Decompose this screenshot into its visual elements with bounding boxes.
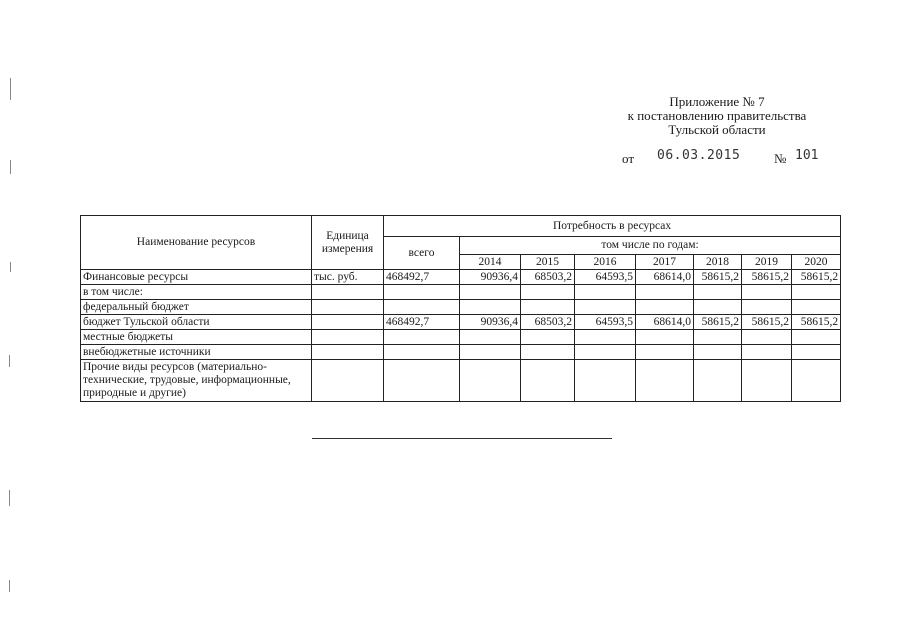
row-unit (312, 315, 384, 330)
row-value (792, 300, 841, 315)
row-unit (312, 345, 384, 360)
row-name: Прочие виды ресурсов (материально-технические, трудовые, информационные, природные и другие) (81, 360, 312, 402)
row-name: федеральный бюджет (81, 300, 312, 315)
scan-speck (9, 355, 10, 367)
row-value (694, 300, 742, 315)
resolution-date: 06.03.2015 (657, 148, 741, 163)
row-value: 58615,2 (694, 270, 742, 285)
row-value (636, 330, 694, 345)
row-value (460, 330, 521, 345)
year-header: 2019 (742, 255, 792, 270)
row-value (742, 345, 792, 360)
row-value (742, 300, 792, 315)
row-value (636, 285, 694, 300)
row-value (792, 345, 841, 360)
row-value (694, 345, 742, 360)
row-value: 58615,2 (792, 315, 841, 330)
scan-speck (10, 262, 11, 272)
year-header: 2014 (460, 255, 521, 270)
table-row (81, 360, 841, 402)
row-name: бюджет Тульской области (81, 315, 312, 330)
row-value (575, 330, 636, 345)
row-value (742, 285, 792, 300)
row-total (384, 345, 460, 360)
row-unit (312, 285, 384, 300)
col-header-need: Потребность в ресурсах (384, 216, 841, 237)
col-header-name: Наименование ресурсов (81, 216, 312, 270)
row-value (636, 360, 694, 402)
row-value: 64593,5 (575, 315, 636, 330)
row-total (384, 300, 460, 315)
row-value (636, 300, 694, 315)
row-value (792, 360, 841, 402)
row-unit: тыс. руб. (312, 270, 384, 285)
row-value: 90936,4 (460, 315, 521, 330)
row-value (742, 330, 792, 345)
appendix-title: Приложение № 7 (669, 94, 765, 109)
scan-speck (9, 580, 10, 592)
row-value: 58615,2 (742, 270, 792, 285)
year-header: 2015 (521, 255, 575, 270)
col-header-total: всего (384, 237, 460, 270)
row-value (575, 285, 636, 300)
row-value (636, 345, 694, 360)
row-value (575, 300, 636, 315)
row-value: 58615,2 (694, 315, 742, 330)
table-row (81, 315, 841, 330)
closing-rule (312, 438, 612, 439)
scan-speck (9, 490, 10, 506)
row-name: Финансовые ресурсы (81, 270, 312, 285)
row-value (460, 345, 521, 360)
row-total (384, 285, 460, 300)
year-header: 2020 (792, 255, 841, 270)
row-name: местные бюджеты (81, 330, 312, 345)
row-value (460, 300, 521, 315)
row-value (575, 360, 636, 402)
scan-speck (10, 78, 11, 100)
row-value (460, 360, 521, 402)
year-header: 2017 (636, 255, 694, 270)
row-value: 58615,2 (792, 270, 841, 285)
year-header: 2016 (575, 255, 636, 270)
row-value (521, 285, 575, 300)
row-unit (312, 330, 384, 345)
row-value (694, 360, 742, 402)
row-value (792, 285, 841, 300)
row-value (742, 360, 792, 402)
year-header: 2018 (694, 255, 742, 270)
row-value (521, 345, 575, 360)
row-name: внебюджетные источники (81, 345, 312, 360)
row-value (460, 285, 521, 300)
date-label: от (622, 151, 635, 166)
table-row (81, 270, 841, 285)
row-value: 58615,2 (742, 315, 792, 330)
document-header (612, 95, 822, 137)
row-value (521, 330, 575, 345)
table-row (81, 345, 841, 360)
row-value (694, 285, 742, 300)
table-row (81, 330, 841, 345)
table-row (81, 300, 841, 315)
row-value (521, 360, 575, 402)
row-total (384, 330, 460, 345)
row-unit (312, 300, 384, 315)
row-value (521, 300, 575, 315)
row-value (792, 330, 841, 345)
row-value: 64593,5 (575, 270, 636, 285)
col-header-unit: Единица измерения (312, 216, 384, 270)
appendix-reference: к постановлению правительства (627, 108, 807, 123)
row-total: 468492,7 (384, 315, 460, 330)
row-name: в том числе: (81, 285, 312, 300)
row-unit (312, 360, 384, 402)
scan-speck (10, 160, 11, 174)
row-value: 68614,0 (636, 270, 694, 285)
row-value (694, 330, 742, 345)
row-total: 468492,7 (384, 270, 460, 285)
col-header-by-years: том числе по годам: (460, 237, 841, 255)
row-value: 68503,2 (521, 270, 575, 285)
row-value: 90936,4 (460, 270, 521, 285)
number-label: № (774, 151, 787, 166)
row-value: 68503,2 (521, 315, 575, 330)
table-row (81, 285, 841, 300)
appendix-region: Тульской области (668, 122, 766, 137)
resolution-number: 101 (795, 148, 819, 163)
resources-table (80, 215, 841, 402)
row-total (384, 360, 460, 402)
row-value (575, 345, 636, 360)
resolution-date-line (622, 148, 822, 168)
row-value: 68614,0 (636, 315, 694, 330)
